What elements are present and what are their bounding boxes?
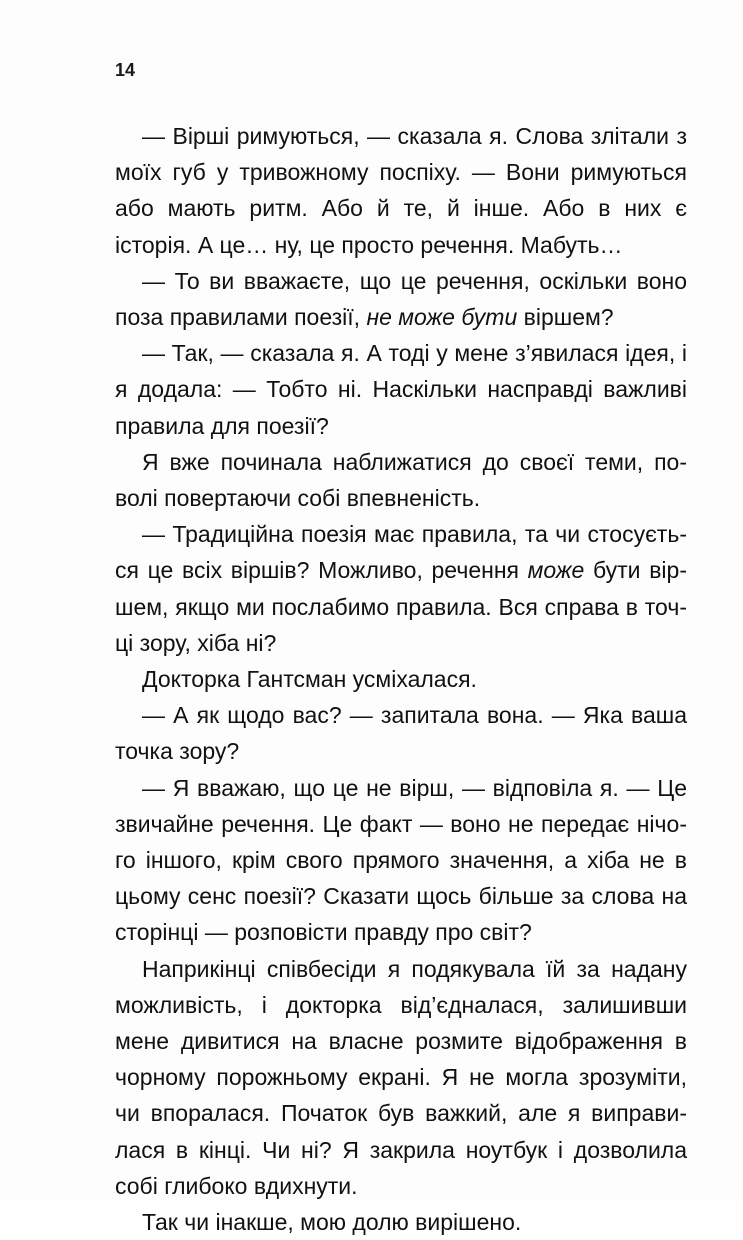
text-run: Докторка Гантсман усміхалася. bbox=[142, 666, 477, 693]
paragraph bbox=[115, 516, 687, 661]
text-run: Так чи інакше, мою долю вирішено. bbox=[142, 1209, 522, 1236]
text-run: — А як щодо вас? — запитала вона. — Яка ваша точка зору? bbox=[115, 702, 687, 765]
text-run: — То ви вважаєте, що це речення, оскільки воно поза правилами поезії, bbox=[115, 267, 687, 331]
paragraph bbox=[115, 770, 687, 951]
text-run: віршем? bbox=[517, 304, 614, 331]
text-run: — Традиційна поезія має правила, та чи стосується це всіх віршів? Можливо, речення bbox=[115, 521, 687, 584]
paragraph bbox=[115, 263, 687, 335]
italic-text: може bbox=[527, 557, 585, 584]
text-run: — Вірші римуються, — сказала я. Слова злітали з моїх губ у тривожному поспіху. — Вони римуються або мають ритм. Або й те, й інше. Або в них є історія. А це… ну, це просто речення. Мабуть… bbox=[115, 123, 687, 258]
paragraph bbox=[115, 335, 687, 444]
paragraph bbox=[115, 118, 687, 263]
text-run: — Я вважаю, що це не вірш, — відповіла я. — Це звичайне речення. Це факт — воно не передає нічого іншого, крім свого прямого значення, а хіба не в цьому сенс поезії? Сказати щось більше за слова на сторінці — розповісти правду про світ? bbox=[115, 774, 687, 946]
italic-text: не може бути bbox=[366, 304, 518, 331]
paragraph bbox=[115, 1204, 687, 1240]
text-run: Я вже починала наближатися до своєї теми, поволі повертаючи собі впевненість. bbox=[115, 448, 687, 512]
paragraph bbox=[115, 697, 687, 769]
paragraph bbox=[115, 444, 687, 516]
text-run: Наприкінці співбесіди я подякувала їй за надану можливість, і докторка від’єдналася, залишивши мене дивитися на власне розмите відображення в чорному порожньому екрані. Я не могла зрозуміти, чи впоралася. Початок був важкий, але я виправилася в кінці. Чи ні? Я закрила ноутбук і дозволила собі глибоко вдихнути. bbox=[115, 955, 687, 1199]
text-run: бути віршем, якщо ми послабимо правила. Вся справа в точці зору, хіба ні? bbox=[115, 557, 687, 656]
paragraph bbox=[115, 661, 687, 697]
page-number: 14 bbox=[115, 60, 136, 80]
text-run: — Так, — сказала я. А тоді у мене з’явилася ідея, і я додала: — Тобто ні. Наскільки насправді важливі правила для поезії? bbox=[115, 340, 687, 439]
body-text bbox=[115, 118, 687, 1240]
paragraph bbox=[115, 951, 687, 1204]
